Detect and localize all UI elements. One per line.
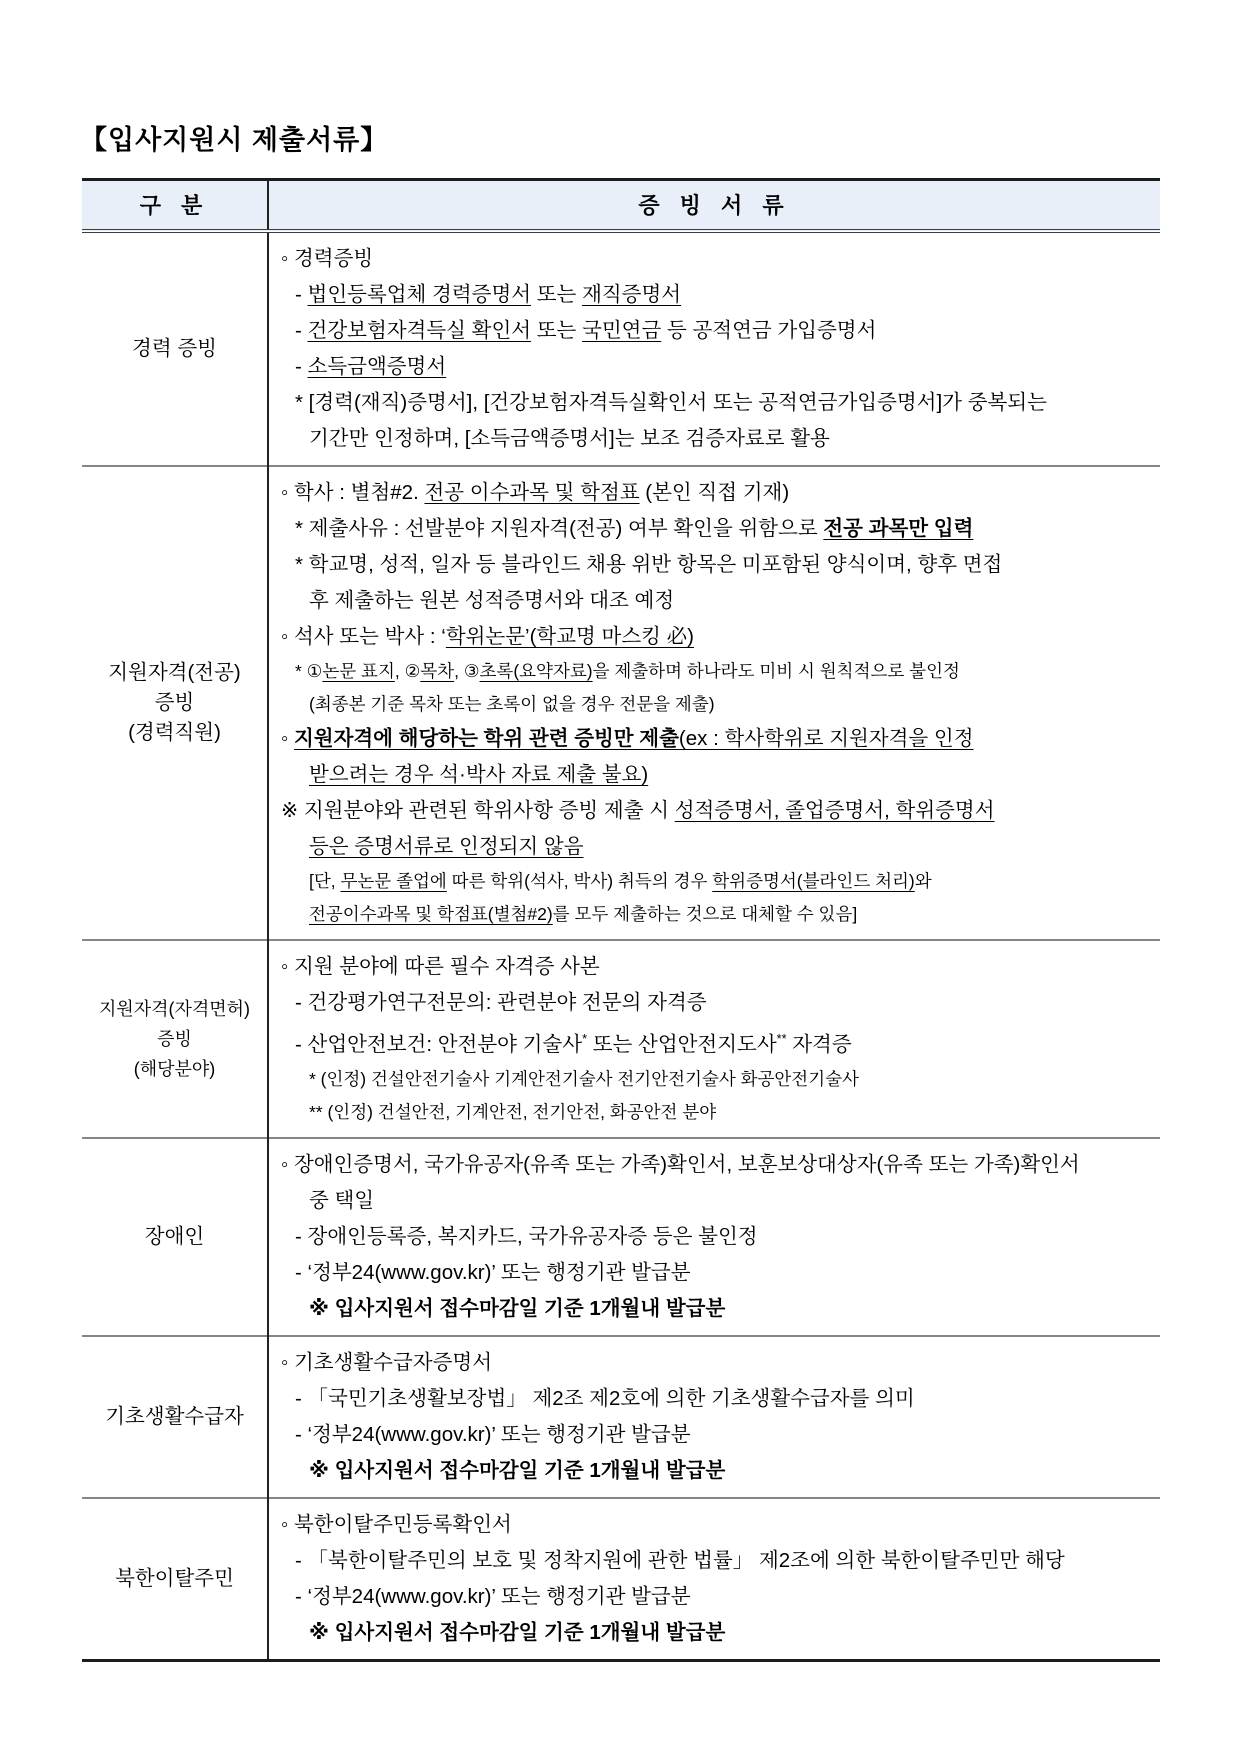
category-cell — [82, 231, 268, 466]
category-cell — [82, 1498, 268, 1661]
doc-line: ※ 입사지원서 접수마감일 기준 1개월내 발급분 — [309, 1296, 726, 1320]
doc-line: * ①논문 표지, ②목차, ③초록(요약자료)을 제출하며 하나라도 미비 시 원칙적으로 불인정 — [295, 661, 960, 681]
doc-line: * 학교명, 성적, 일자 등 블라인드 채용 위반 항목은 미포함된 양식이며, 향후 면접 — [295, 553, 1003, 576]
doc-line: * [경력(재직)증명서], [건강보험자격득실확인서 또는 공적연금가입증명서]가 중복되는 — [295, 391, 1047, 414]
table-row — [82, 231, 1160, 466]
doc-line: - 장애인등록증, 복지카드, 국가유공자증 등은 불인정 — [295, 1224, 758, 1248]
doc-line: - ‘정부24(www.gov.kr)’ 또는 행정기관 발급분 — [295, 1422, 691, 1446]
table-row — [82, 1336, 1160, 1498]
doc-line: - 「북한이탈주민의 보호 및 정착지원에 관한 법률」 제2조에 의한 북한이탈주민만 해당 — [295, 1548, 1065, 1572]
doc-line: - ‘정부24(www.gov.kr)’ 또는 행정기관 발급분 — [295, 1584, 691, 1608]
doc-line: ◦ 경력증빙 — [281, 247, 374, 270]
doc-line: ※ 지원분야와 관련된 학위사항 증빙 제출 시 성적증명서, 졸업증명서, 학위증명서 — [281, 799, 995, 822]
doc-line: * 제출사유 : 선발분야 지원자격(전공) 여부 확인을 위함으로 전공 과목만 입력 — [295, 517, 974, 540]
category-label: 지원자격(자격면허) — [98, 998, 251, 1019]
doc-line: - ‘정부24(www.gov.kr)’ 또는 행정기관 발급분 — [295, 1260, 691, 1284]
doc-line: ◦ 석사 또는 박사 : ‘학위논문’(학교명 마스킹 必) — [281, 625, 694, 648]
doc-line: 후 제출하는 원본 성적증명서와 대조 예정 — [309, 589, 675, 612]
documents-cell — [268, 1138, 1160, 1336]
submission-documents-table — [82, 178, 1160, 1662]
table-row — [82, 1498, 1160, 1661]
doc-line: ◦ 학사 : 별첨#2. 전공 이수과목 및 학점표 (본인 직접 기재) — [281, 481, 790, 504]
table-body — [82, 231, 1160, 1660]
page-title: 【입사지원시 제출서류】 — [80, 125, 389, 155]
category-label: 장애인 — [144, 1224, 205, 1248]
doc-line: 기간만 인정하며, [소득금액증명서]는 보조 검증자료로 활용 — [309, 427, 830, 450]
doc-line: ◦ 지원 분야에 따른 필수 자격증 사본 — [281, 955, 600, 978]
header-category: 구 분 — [82, 180, 268, 232]
doc-line: - 건강평가연구전문의: 관련분야 전문의 자격증 — [295, 991, 707, 1014]
category-label: 기초생활수급자 — [105, 1404, 244, 1428]
category-label: 증빙 — [157, 1028, 192, 1049]
doc-line: 받으려는 경우 석·박사 자료 제출 불요) — [309, 763, 649, 786]
doc-line: ◦ 지원자격에 해당하는 학위 관련 증빙만 제출(ex : 학사학위로 지원자격을 인정 — [281, 727, 974, 750]
doc-line: ◦ 북한이탈주민등록확인서 — [281, 1512, 512, 1536]
doc-line: * (인정) 건설안전기술사 기계안전기술사 전기안전기술사 화공안전기술사 — [309, 1068, 859, 1089]
doc-line: - 건강보험자격득실 확인서 또는 국민연금 등 공적연금 가입증명서 — [295, 319, 877, 342]
doc-line: - 산업안전보건: 안전분야 기술사* 또는 산업안전지도사** 자격증 — [295, 1031, 852, 1056]
table-row — [82, 940, 1160, 1138]
documents-cell — [268, 1336, 1160, 1498]
doc-line: - 법인등록업체 경력증명서 또는 재직증명서 — [295, 283, 682, 306]
documents-cell — [268, 231, 1160, 466]
doc-line: ◦ 기초생활수급자증명서 — [281, 1350, 492, 1374]
category-cell — [82, 940, 268, 1138]
doc-line: ※ 입사지원서 접수마감일 기준 1개월내 발급분 — [309, 1620, 726, 1644]
category-label: 지원자격(전공) — [108, 661, 241, 684]
doc-line: [단, 무논문 졸업에 따른 학위(석사, 박사) 취득의 경우 학위증명서(블라인드 처리)와 — [309, 871, 932, 891]
doc-line: - 「국민기초생활보장법」 제2조 제2호에 의한 기초생활수급자를 의미 — [295, 1386, 915, 1410]
documents-cell — [268, 1498, 1160, 1661]
table-row — [82, 466, 1160, 940]
category-cell — [82, 466, 268, 940]
doc-line: (최종본 기준 목차 또는 초록이 없을 경우 전문을 제출) — [309, 694, 715, 714]
doc-line: 등은 증명서류로 인정되지 않음 — [309, 835, 584, 858]
table-row — [82, 1138, 1160, 1336]
doc-line: ◦ 장애인증명서, 국가유공자(유족 또는 가족)확인서, 보훈보상대상자(유족 또는 가족)확인서 — [281, 1152, 1080, 1176]
doc-line: 중 택일 — [309, 1188, 375, 1212]
category-cell — [82, 1336, 268, 1498]
doc-line: ** (인정) 건설안전, 기계안전, 전기안전, 화공안전 분야 — [309, 1101, 717, 1122]
documents-cell — [268, 940, 1160, 1138]
doc-line: - 소득금액증명서 — [295, 355, 447, 378]
category-label: (경력직원) — [128, 721, 221, 744]
category-label: 증빙 — [154, 691, 195, 714]
doc-line: ※ 입사지원서 접수마감일 기준 1개월내 발급분 — [309, 1458, 726, 1482]
category-label: 경력 증빙 — [132, 337, 217, 360]
category-cell — [82, 1138, 268, 1336]
doc-line: 전공이수과목 및 학점표(별첨#2)를 모두 제출하는 것으로 대체할 수 있음] — [309, 904, 858, 924]
header-documents: 증 빙 서 류 — [268, 180, 1160, 232]
category-label: (해당분야) — [133, 1058, 216, 1079]
documents-cell — [268, 466, 1160, 940]
table-header-row — [82, 180, 1160, 232]
category-label: 북한이탈주민 — [115, 1566, 234, 1590]
